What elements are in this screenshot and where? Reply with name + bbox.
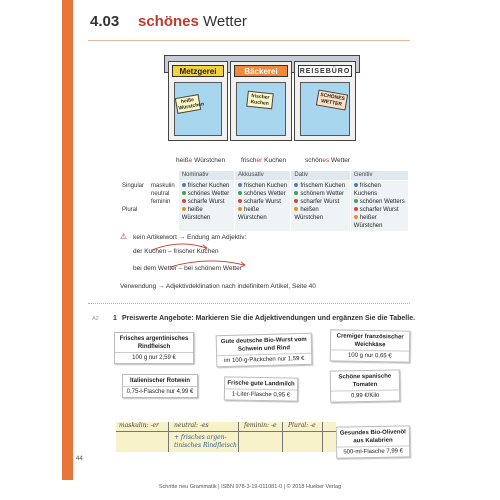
product-price: im 100-g-Päckchen nur 1,59 € <box>217 353 311 366</box>
case-form <box>182 206 231 222</box>
caption-stem: schön <box>305 157 323 164</box>
case-form <box>354 182 405 198</box>
case-form-text: heißer Würstchen <box>353 214 383 229</box>
caption-noun: Wetter <box>329 157 351 164</box>
caption-stem: heiß <box>176 157 189 164</box>
product-name: Frische gute Landmilch <box>227 380 295 388</box>
solution-header: maskulin: -er <box>119 422 159 429</box>
rule-example-2: bei dem Wetter – bei schönem Wetter <box>133 265 242 272</box>
case-form-text: scharfe Wurst <box>187 198 225 205</box>
gender-dot-icon <box>182 207 186 211</box>
arrow-arc-1 <box>150 241 210 251</box>
title-rule <box>88 40 410 41</box>
product-card <box>216 333 313 368</box>
gender-dot-icon <box>354 215 358 219</box>
case-form-text: heiße Würstchen <box>181 206 211 221</box>
table-header <box>119 171 148 180</box>
gender-dot-icon <box>182 191 186 195</box>
case-form <box>354 214 405 230</box>
solution-entry: + frisches argen- tinisches Rindfleisch <box>174 434 237 449</box>
gender-label: maskulin <box>151 182 175 189</box>
case-form-text: frischem Kuchen <box>300 182 346 189</box>
solution-header: Plural: -e <box>288 422 316 429</box>
case-form <box>182 182 231 190</box>
label-plural: Plural <box>122 206 138 213</box>
product-card <box>224 376 298 401</box>
gender-dot-icon <box>294 199 298 203</box>
product-card <box>114 332 194 364</box>
case-form-text: heißen Würstchen <box>294 206 324 221</box>
product-price: 0,75-l-Flasche nur 4,99 € <box>123 386 197 397</box>
product-name: Frisches argentinisches Rindfleisch <box>119 336 189 350</box>
gender-dot-icon <box>182 199 186 203</box>
case-form <box>238 182 287 190</box>
caption-ending: es <box>322 157 330 164</box>
gender-dot-icon <box>294 207 298 211</box>
case-form <box>294 190 346 198</box>
solution-header: neutral: -es <box>174 422 209 429</box>
title-rest: Wetter <box>198 13 247 30</box>
table-header: Nominativ <box>178 171 234 180</box>
case-form-text: scharfe Wurst <box>244 198 281 205</box>
solution-col-rule <box>282 422 283 452</box>
gender-dot-icon <box>182 183 186 187</box>
shop-bakery <box>230 61 292 141</box>
rule-example-1: der Kuchen – frischer Kuchen <box>133 248 219 255</box>
shop-butcher <box>168 61 228 141</box>
product-name: Gesundes Bio-Olivenöl aus Kalabrien <box>339 429 406 445</box>
case-form <box>238 206 287 222</box>
case-form-text: schönen Wetters <box>359 198 405 205</box>
declension-table <box>118 171 408 231</box>
page-number: 44 <box>76 456 83 462</box>
case-akkusativ <box>235 180 291 231</box>
case-nominativ <box>178 180 234 231</box>
case-form-text: scharfer Wurst <box>359 206 399 213</box>
table-header-row <box>119 171 409 180</box>
caption-stem: frisch <box>241 157 257 164</box>
section-color-bar <box>62 0 73 480</box>
product-name: Schöne spanische Tomaten <box>338 373 392 389</box>
caption-ending: er <box>256 157 263 164</box>
gender-dot-icon <box>354 183 358 187</box>
case-form <box>182 190 231 198</box>
caption-noun: Würstchen <box>192 157 226 164</box>
case-form <box>294 198 346 206</box>
gender-dot-icon <box>238 199 242 203</box>
product-name: Cremiger französischer Weichkäse <box>336 333 404 349</box>
case-form-text: frischen Kuchen <box>244 182 288 189</box>
shop-travel-agency <box>294 61 356 141</box>
product-price: 1-Liter-Flasche 0,95 € <box>225 388 297 400</box>
product-card <box>330 369 401 402</box>
section-title <box>138 13 247 30</box>
gender-label: feminin <box>151 198 171 205</box>
cross-reference: Verwendung → Adjektivdeklination nach indefinitem Artikel, Seite 40 <box>120 283 316 290</box>
case-form <box>238 198 287 206</box>
case-form-text: schönes Wetter <box>187 190 230 197</box>
product-card <box>336 425 411 458</box>
page-footer: Schritte neu Grammatik | ISBN 978-3-19-011081-0 | © 2018 Hueber Verlag <box>158 484 342 490</box>
caption-ending: e <box>188 157 193 164</box>
shop-poster: SCHÖNES WETTER <box>316 90 348 111</box>
exercise-id: A2 <box>92 316 99 322</box>
case-form-text: heiße Würstchen <box>238 206 267 221</box>
caption-noun: Kuchen <box>262 157 287 164</box>
table-header: Dativ <box>291 171 350 180</box>
gender-dot-icon <box>354 199 358 203</box>
shop-window <box>236 82 286 136</box>
table-header: Genitiv <box>350 171 408 180</box>
product-name: Italienischer Rotwein <box>129 378 190 384</box>
product-price: 100 g nur 0,65 € <box>331 349 409 361</box>
gender-dot-icon <box>294 191 298 195</box>
section-number: 4.03 <box>90 13 120 30</box>
product-price: 0,99 €/Kilo <box>331 389 399 401</box>
case-form <box>354 198 405 206</box>
caption-1 <box>176 157 225 164</box>
case-dativ <box>291 180 350 231</box>
table-row <box>119 180 409 231</box>
shop-sign: REISEBÜRO <box>298 65 352 77</box>
gender-label: neutral <box>151 190 170 197</box>
shop-sign: Metzgerei <box>172 65 224 77</box>
title-bold: schönes <box>138 13 199 30</box>
gender-dot-icon <box>238 207 242 211</box>
warning-icon: ⚠ <box>120 232 128 241</box>
case-form <box>294 182 346 190</box>
product-price: 500-ml-Flasche 7,99 € <box>337 445 409 457</box>
product-price: 100 g nur 2,59 € <box>115 352 193 363</box>
divider <box>88 303 410 304</box>
caption-3 <box>305 157 350 164</box>
table-header: Akkusativ <box>235 171 291 180</box>
gender-dot-icon <box>294 183 298 187</box>
case-form-text: schönes Wetter <box>244 190 286 197</box>
solution-col-rule <box>168 422 169 452</box>
case-form <box>238 190 287 198</box>
exercise-instruction: Preiswerte Angebote: Markieren Sie die Adjektivendungen und ergänzen Sie die Tabelle. <box>122 315 416 322</box>
product-card <box>330 329 411 362</box>
label-singular: Singular <box>122 182 145 189</box>
shop-illustration <box>164 55 360 145</box>
case-form <box>182 198 231 206</box>
table-header <box>148 171 179 180</box>
solution-rule <box>116 431 336 432</box>
case-form-text: scharfer Wurst <box>300 198 340 205</box>
gender-dot-icon <box>238 183 242 187</box>
solution-col-rule <box>322 422 323 452</box>
case-form <box>354 206 405 214</box>
exercise-number: 1 <box>113 315 117 322</box>
case-form <box>294 206 346 222</box>
case-genitiv <box>350 180 408 231</box>
rule-warning <box>120 232 246 241</box>
caption-2 <box>241 157 286 164</box>
row-label <box>119 180 148 231</box>
case-form-text: schönem Wetter <box>300 190 344 197</box>
shop-poster: frischer Kuchen <box>246 91 274 110</box>
gender-dot-icon <box>238 191 242 195</box>
gender-labels <box>148 180 179 231</box>
solution-col-rule <box>238 422 239 452</box>
shop-sign: Bäckerei <box>234 65 288 77</box>
shop-poster: heiße Würstchen <box>175 94 201 114</box>
gender-dot-icon <box>354 207 358 211</box>
solution-header: feminin: -e <box>244 422 277 429</box>
warning-text: kein Artikelwort → Endung am Adjektiv: <box>133 234 247 241</box>
product-card <box>122 374 198 398</box>
product-name: Gute deutsche Bio-Wurst vom Schwein und Rind <box>220 336 307 353</box>
case-form-text: frischer Kuchen <box>187 182 230 189</box>
case-form-text: frischen Kuchens <box>353 182 381 197</box>
arrow-arc-2 <box>168 258 248 268</box>
